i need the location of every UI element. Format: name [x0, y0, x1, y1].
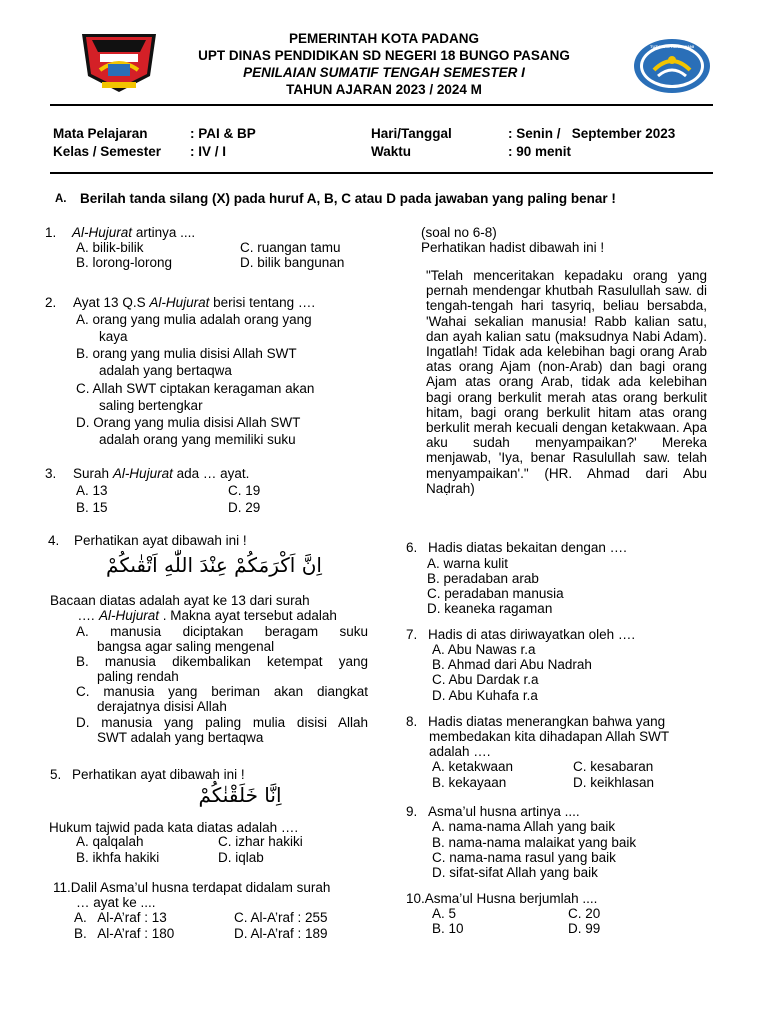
q8: [406, 714, 665, 729]
q10-option-b[interactable]: B. 10: [432, 921, 464, 936]
q4-term: Al-Hujurat: [99, 608, 160, 623]
q8-option-a[interactable]: A. ketakwaan: [432, 759, 514, 774]
q4: [48, 533, 247, 548]
q10-option-d[interactable]: D. 99: [568, 921, 601, 936]
q1-num: 1.: [45, 225, 57, 240]
q3-option-c[interactable]: C. 19: [228, 483, 261, 498]
instruction-letter: A.: [55, 193, 67, 205]
q8-line-1: Hadis diatas menerangkan bahwa yang: [428, 714, 666, 729]
q3-num: 3.: [45, 466, 57, 481]
q2-option-b[interactable]: B. orang yang mulia disisi Allah SWT: [76, 346, 297, 361]
q3-term: Al-Hujurat: [112, 466, 173, 481]
q1-option-b[interactable]: B. lorong-lorong: [76, 255, 173, 270]
q9: [406, 804, 580, 819]
q6-option-c[interactable]: C. peradaban manusia: [427, 586, 564, 601]
header-divider: [50, 104, 713, 106]
q7-option-c[interactable]: C. Abu Dardak r.a: [432, 672, 539, 687]
q5-option-a[interactable]: A. qalqalah: [76, 834, 144, 849]
q2-num: 2.: [45, 295, 57, 310]
right-logo-text: TUT WURI HANDAYANI: [650, 44, 694, 49]
q4-line-1: Bacaan diatas adalah ayat ke 13 dari surah: [50, 593, 310, 608]
q4-text: Perhatikan ayat dibawah ini !: [74, 533, 247, 548]
subject-value: : PAI & BP: [190, 126, 256, 141]
q5-line-1: Hukum tajwid pada kata diatas adalah ….: [49, 820, 299, 835]
q8-num: 8.: [406, 714, 418, 729]
instruction-text: Berilah tanda silang (X) pada huruf A, B, C atau D pada jawaban yang paling benar !: [80, 191, 616, 206]
q5-arabic-verse: اِنَّا خَلَقْنٰكُمْ: [198, 783, 282, 807]
q10: [406, 891, 597, 906]
q1-option-c[interactable]: C. ruangan tamu: [240, 240, 341, 255]
q2-option-a[interactable]: A. orang yang mulia adalah orang yang: [76, 312, 312, 327]
q4-option-b-cont: paling rendah: [97, 669, 179, 684]
right-logo: [632, 38, 712, 96]
q4-num: 4.: [48, 533, 60, 548]
q11-option-c[interactable]: C. Al-A’raf : 255: [234, 910, 328, 925]
header-line-1: PEMERINTAH KOTA PADANG: [289, 31, 479, 46]
q2-option-d-cont: adalah orang yang memiliki suku: [99, 432, 296, 447]
q11-num: 11.: [53, 880, 71, 895]
q7-option-d[interactable]: D. Abu Kuhafa r.a: [432, 688, 538, 703]
q11-line-2: … ayat ke ....: [76, 895, 156, 910]
q8-line-3: adalah ….: [429, 744, 491, 759]
q7-text: Hadis di atas diriwayatkan oleh ….: [428, 627, 636, 642]
q3-post: ada … ayat.: [172, 466, 250, 481]
q10-text: Asma’ul Husna berjumlah ....: [424, 891, 598, 906]
q9-num: 9.: [406, 804, 418, 819]
q5-text: Perhatikan ayat dibawah ini !: [72, 767, 245, 782]
q2-option-d[interactable]: D. Orang yang mulia disisi Allah SWT: [76, 415, 301, 430]
q6-option-b[interactable]: B. peradaban arab: [427, 571, 539, 586]
q11-option-d[interactable]: D. Al-A’raf : 189: [234, 926, 328, 941]
header-line-4: TAHUN AJARAN 2023 / 2024 M: [286, 82, 482, 97]
q6-option-d[interactable]: D. keaneka ragaman: [427, 601, 553, 616]
q7-num: 7.: [406, 627, 418, 642]
hadith-text: "Telah menceritakan kepadaku orang yang pernah mendengar khutbah Rasulullah saw. di tengah-tengah hari tasyriq, beliau bersabda, 'Wahai sekalian manusia! Rabb kalian satu, dan ayah kalian satu (maksudnya Nabi Adam). Ingatlah! Tidak ada kelebihan bagi orang Arab atas orang Ajam (non-Arab) dan bagi orang Ajam atas orang Arab, tidak ada kelebihan bagi orang berkulit merah atas orang berkulit hitam, bagi orang berkulit hitam atas orang berkulit merah kecuali dengan ketakwaan. Apa aku sudah menyampaikan?' Mereka menjawab, 'Iya, benar Rasulullah saw. telah menyampaikan'." (HR. Ahmad dari Abu Naḍrah): [426, 268, 707, 496]
q4-option-d-cont: SWT adalah yang bertaqwa: [97, 730, 264, 745]
q5-option-c[interactable]: C. izhar hakiki: [218, 834, 303, 849]
q7: [406, 627, 635, 642]
q2-pre: Ayat 13 Q.S: [73, 295, 150, 310]
q1: [45, 225, 195, 240]
q3-option-d[interactable]: D. 29: [228, 500, 261, 515]
q9-option-c[interactable]: C. nama-nama rasul yang baik: [432, 850, 616, 865]
q8-option-c[interactable]: C. kesabaran: [573, 759, 654, 774]
class-value: : IV / I: [190, 144, 227, 159]
hadith-ref: (soal no 6-8): [421, 225, 497, 240]
q9-text: Asma’ul husna artinya ....: [428, 804, 580, 819]
q2-term: Al-Hujurat: [149, 295, 210, 310]
header-line-2: UPT DINAS PENDIDIKAN SD NEGERI 18 BUNGO PASANG: [198, 48, 570, 63]
q10-num: 10.: [406, 891, 425, 906]
q11-option-b[interactable]: B. Al-A’raf : 180: [74, 926, 175, 941]
q9-option-d[interactable]: D. sifat-sifat Allah yang baik: [432, 865, 598, 880]
q6-text: Hadis diatas bekaitan dengan ….: [428, 540, 627, 555]
q1-option-d[interactable]: D. bilik bangunan: [240, 255, 345, 270]
q6-option-a[interactable]: A. warna kulit: [427, 556, 509, 571]
q8-option-b[interactable]: B. kekayaan: [432, 775, 507, 790]
class-label: Kelas / Semester: [53, 144, 162, 159]
q11-line-1: Dalil Asma’ul husna terdapat didalam surah: [70, 880, 331, 895]
q9-option-b[interactable]: B. nama-nama malaikat yang baik: [432, 835, 637, 850]
q4-option-c-cont: derajatnya disisi Allah: [97, 699, 227, 714]
q4-l2-pre: .…: [78, 608, 100, 623]
q2: [45, 295, 315, 310]
q2-post: berisi tentang ….: [209, 295, 316, 310]
q8-option-d[interactable]: D. keikhlasan: [573, 775, 655, 790]
q4-option-d[interactable]: D. manusia yang paling mulia disisi Allah: [76, 715, 368, 730]
q2-option-c[interactable]: C. Allah SWT ciptakan keragaman akan: [76, 381, 315, 396]
q11: [53, 880, 330, 895]
q5-num: 5.: [50, 767, 62, 782]
q3: [45, 466, 249, 481]
header-line-3: PENILAIAN SUMATIF TENGAH SEMESTER I: [243, 65, 525, 80]
q9-option-a[interactable]: A. nama-nama Allah yang baik: [432, 819, 616, 834]
q3-pre: Surah: [73, 466, 113, 481]
day-value: : Senin / September 2023: [508, 126, 676, 141]
q2-option-b-cont: adalah yang bertaqwa: [99, 363, 232, 378]
q4-option-c[interactable]: C. manusia yang beriman akan diangkat: [76, 684, 368, 699]
info-divider: [50, 172, 713, 174]
subject-label: Mata Pelajaran: [53, 126, 148, 141]
q7-option-b[interactable]: B. Ahmad dari Abu Nadrah: [432, 657, 592, 672]
q4-line-2: [78, 608, 337, 623]
hadith-intro: Perhatikan hadist dibawah ini !: [421, 240, 605, 255]
q10-option-c[interactable]: C. 20: [568, 906, 601, 921]
q4-option-b[interactable]: B. manusia dikembalikan ketempat yang: [76, 654, 368, 669]
q2-option-c-cont: saling bertengkar: [99, 398, 203, 413]
q1-term: Al-Hujurat: [72, 225, 133, 240]
day-label: Hari/Tanggal: [371, 126, 452, 141]
q1-option-a[interactable]: A. bilik-bilik: [76, 240, 144, 255]
q6: [406, 540, 627, 555]
time-label: Waktu: [371, 144, 411, 159]
q5-option-b[interactable]: B. ikhfa hakiki: [76, 850, 160, 865]
q4-arabic-verse: اِنَّ اَكْرَمَكُمْ عِنْدَ اللّٰهِ اَتْقٰىكُمْ: [106, 553, 322, 577]
q3-option-a[interactable]: A. 13: [76, 483, 108, 498]
q2-option-a-cont: kaya: [99, 329, 128, 344]
q5: [50, 767, 245, 782]
q4-option-a-cont: bangsa agar saling mengenal: [97, 639, 275, 654]
q6-num: 6.: [406, 540, 418, 555]
q4-option-a[interactable]: A. manusia diciptakan beragam suku: [76, 624, 368, 639]
q7-option-a[interactable]: A. Abu Nawas r.a: [432, 642, 536, 657]
q11-option-a[interactable]: A. Al-A’raf : 13: [74, 910, 167, 925]
q3-option-b[interactable]: B. 15: [76, 500, 108, 515]
q4-l2-post: . Makna ayat tersebut adalah: [159, 608, 337, 623]
time-value: : 90 menit: [508, 144, 572, 159]
q10-option-a[interactable]: A. 5: [432, 906, 457, 921]
q8-line-2: membedakan kita dihadapan Allah SWT: [429, 729, 670, 744]
q1-text: artinya ....: [132, 225, 196, 240]
q5-option-d[interactable]: D. iqlab: [218, 850, 264, 865]
